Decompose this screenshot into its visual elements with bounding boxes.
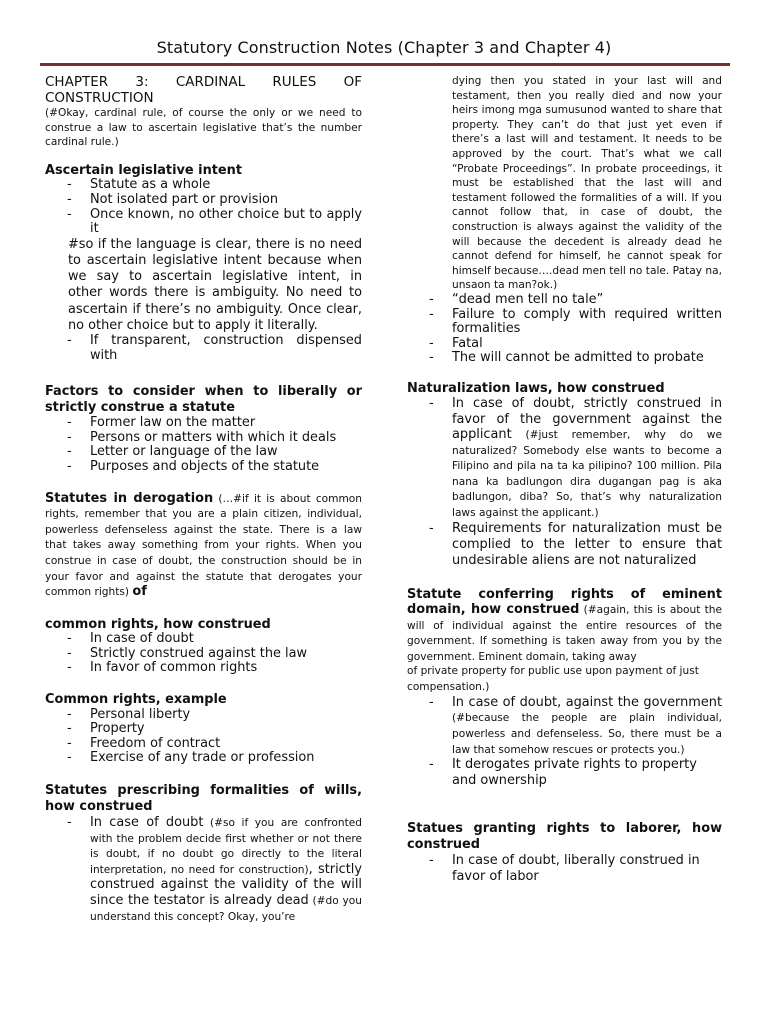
- list-item: - Fatal: [407, 337, 722, 352]
- bullet-list: [45, 815, 362, 924]
- left-column: [45, 74, 362, 924]
- section-paragraph: [45, 491, 362, 600]
- note-text: (#because the people are plain individual, powerless and defenseless. So, there must be a law that somehow rescues or protects you.): [452, 712, 722, 756]
- list-item: - Personal liberty: [45, 708, 362, 723]
- section-heading: common rights, how construed: [45, 616, 271, 632]
- bullet-list: [407, 293, 722, 366]
- list-item: - Property: [45, 722, 362, 737]
- list-item: - Not isolated part or provision: [45, 193, 362, 208]
- list-item: - It derogates private rights to property and ownership: [407, 757, 722, 789]
- section-heading: Naturalization laws, how construed: [407, 380, 665, 396]
- list-item-text: In case of doubt, against the government: [452, 694, 722, 710]
- list-item: - The will cannot be admitted to probate: [407, 351, 722, 366]
- bullet-list: [45, 334, 362, 363]
- list-item: - Purposes and objects of the statute: [45, 460, 362, 475]
- list-item: - In case of doubt: [45, 632, 362, 647]
- note-text: of private property for public use upon payment of just compensation.): [407, 665, 699, 693]
- note-text: (#so if you are confronted with the problem decide first whether or not there is doubt, if no doubt go directly to the literal interpretation, no need for construction): [90, 817, 362, 876]
- section-heading: Factors to consider when to liberally or strictly construe a statute: [45, 384, 362, 416]
- page-title: Statutory Construction Notes (Chapter 3 and Chapter 4): [156, 38, 612, 57]
- note-text: (#again, this is about the will of individual against the entire resources of the government. If something is taken away from you by the government. Eminent domain, taking away: [407, 603, 723, 663]
- chapter-heading-line1: CHAPTER 3: CARDINAL RULES OF: [45, 74, 362, 90]
- list-item: - Exercise of any trade or profession: [45, 751, 362, 766]
- bullet-list: [45, 178, 362, 236]
- note-text: (#do you understand this concept? Okay, you’re: [90, 894, 363, 923]
- title-divider: [40, 63, 730, 66]
- bullet-list: [45, 632, 362, 676]
- section-heading: Statues granting rights to laborer, how construed: [407, 821, 722, 853]
- list-item: - “dead men tell no tale”: [407, 293, 722, 308]
- section-heading: Ascertain legislative intent: [45, 162, 242, 178]
- list-item: - Once known, no other choice but to apply it: [45, 208, 362, 237]
- list-item: - In case of doubt, liberally construed in favor of labor: [407, 853, 722, 885]
- list-item: - In favor of common rights: [45, 661, 362, 676]
- right-column: [407, 74, 722, 885]
- list-item-text: In case of doubt, strictly construed in favor of the government against the applicant: [452, 396, 722, 443]
- bullet-list: [407, 695, 722, 789]
- note-text: (…#if it is about common rights, remember that you are a plain citizen, individual, powerless defenseless against the state. There is a law that takes away something from your rights. When you construe in case of doubt, the construction should be in your favor and against the statute that derogates your common rights): [45, 492, 362, 599]
- bullet-list: [407, 853, 722, 885]
- bullet-list: [45, 708, 362, 766]
- section-heading: Common rights, example: [45, 692, 227, 708]
- section-heading: Statutes in derogation: [45, 490, 214, 506]
- note-text: #so if the language is clear, there is no need to ascertain legislative intent because when we say to ascertain legislative intent, in other words there is ambiguity. No need to ascertain if there’s no ambiguity. Once clear, no other choice but to apply it literally.: [68, 236, 362, 333]
- list-item: [407, 695, 722, 757]
- list-item: - Requirements for naturalization must be complied to the letter to ensure that undesirable aliens are not naturalized: [407, 521, 722, 569]
- note-text: dying then you stated in your last will and testament, then you really died and now your heirs imong mga sumusunod wanted to share that property. They can’t do that just yet even if there’s a last will and testament. It needs to be approved by the court. That’s what we call “Probate Proceedings”. In probate proceedings, it must be established that the last will and testament followed the formalities of a will. If you cannot follow that, in case of doubt, the construction is always against the validity of the will because the decedent is already dead he cannot defend for himself, he cannot speak for himself because….dead men tell no tale. Patay na, unsaon ta man?ok.): [452, 75, 722, 292]
- chapter-heading: [45, 74, 362, 106]
- list-item: - Persons or matters with which it deals: [45, 431, 362, 446]
- bullet-list: [45, 416, 362, 474]
- list-item-text: , strictly construed against the validity of the will since the testator is already dead: [90, 861, 362, 908]
- list-item: [45, 815, 362, 924]
- list-item: - Former law on the matter: [45, 416, 362, 431]
- list-item: - Statute as a whole: [45, 178, 362, 193]
- list-item: [407, 396, 722, 520]
- bullet-list: [407, 396, 722, 568]
- list-item: - Freedom of contract: [45, 737, 362, 752]
- list-item: - Strictly construed against the law: [45, 647, 362, 662]
- section-paragraph: [407, 587, 722, 665]
- section-heading: Statute conferring rights of eminent domain, how construed: [407, 586, 722, 617]
- list-item-text: In case of doubt: [90, 815, 204, 831]
- list-item: - Failure to comply with required written formalities: [407, 308, 722, 337]
- section-heading: Statutes prescribing formalities of wills, how construed: [45, 783, 362, 815]
- chapter-heading-line2: CONSTRUCTION: [45, 90, 154, 106]
- list-item: - If transparent, construction dispensed with: [45, 334, 362, 363]
- note-text: (#just remember, why do we naturalized? Somebody else wants to become a Filipino and pila na ta ka pilipino? 100 million. Pila nana ka badlungon dira dugangan pag is aka badlungon, diba? So, that’s why naturalization laws against the applicant.): [452, 429, 722, 520]
- heading-word: of: [132, 584, 147, 600]
- chapter-intro: (#Okay, cardinal rule, of course the only or we need to construe a law to ascertain legislative that’s the number cardinal rule.): [45, 107, 362, 149]
- list-item: - Letter or language of the law: [45, 445, 362, 460]
